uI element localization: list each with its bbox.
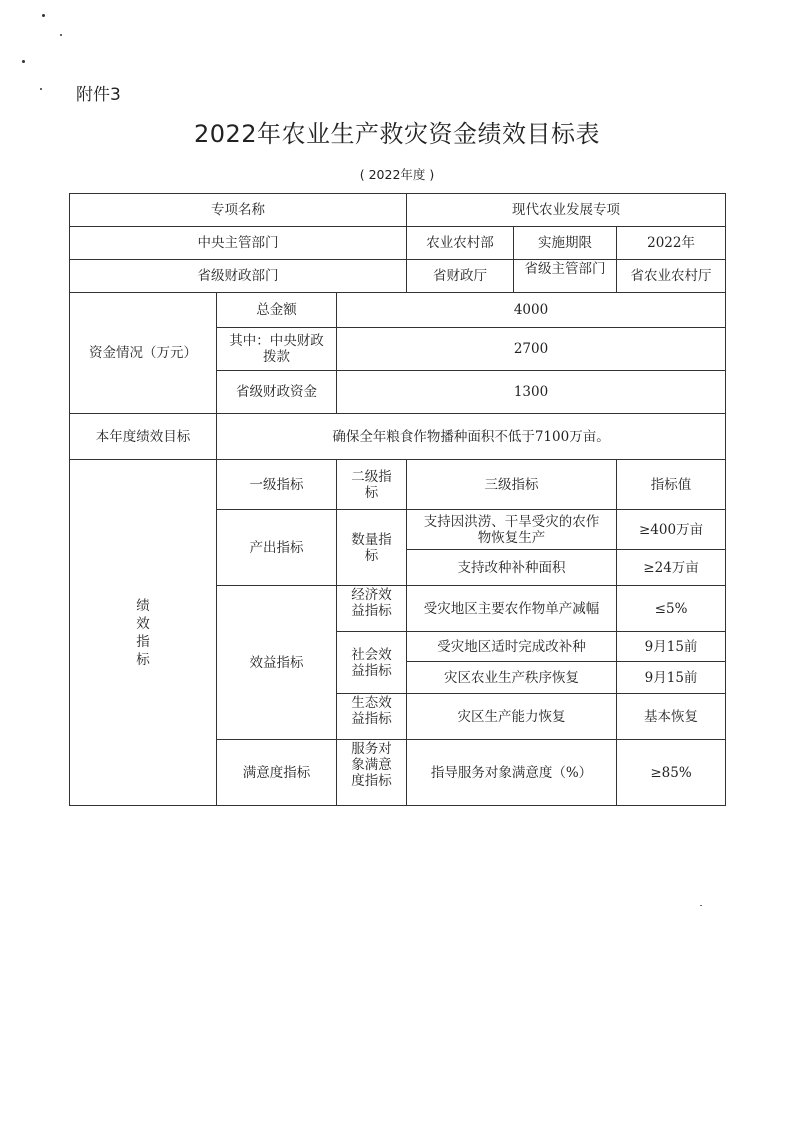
project-name-row (70, 194, 726, 227)
indicator-header-row (70, 460, 726, 510)
page-title: 2022年农业生产救灾资金绩效目标表 (193, 120, 601, 148)
total-label: 总金额 (217, 293, 337, 328)
level2-header: 二级指标 (337, 460, 407, 510)
output-level3-1: 支持因洪涝、干旱受灾的农作物恢复生产 (407, 510, 617, 550)
social-benefit-label: 社会效益指标 (337, 632, 407, 694)
provincial-dept-label: 省级主管部门 (514, 260, 617, 293)
economic-level3: 受灾地区主要农作物单产减幅 (407, 586, 617, 632)
provincial-funds-value: 1300 (337, 371, 726, 414)
output-level3-2: 支持改种补种面积 (407, 550, 617, 586)
ecological-value: 基本恢复 (617, 694, 726, 740)
ecological-level3: 灾区生产能力恢复 (407, 694, 617, 740)
provincial-finance-value: 省财政厅 (407, 260, 514, 293)
project-name-label: 专项名称 (70, 194, 407, 227)
ecological-benefit-label: 生态效益指标 (337, 694, 407, 740)
provincial-funds-label: 省级财政资金 (217, 371, 337, 414)
attachment-label: 附件3 (76, 85, 121, 105)
annual-goal-row (70, 414, 726, 460)
satisfaction-level3: 指导服务对象满意度（%） (407, 740, 617, 806)
central-dept-row (70, 227, 726, 260)
central-dept-label: 中央主管部门 (70, 227, 407, 260)
performance-indicators-label: 绩效指标 (70, 460, 217, 806)
satisfaction-indicator-label: 满意度指标 (217, 740, 337, 806)
provincial-dept-value: 省农业农村厅 (617, 260, 726, 293)
fiscal-year-subtitle: ( 2022年度 ) (359, 167, 435, 182)
annual-goal-label: 本年度绩效目标 (70, 414, 217, 460)
period-label: 实施期限 (514, 227, 617, 260)
project-name-value: 现代农业发展专项 (407, 194, 726, 227)
central-dept-value: 农业农村部 (407, 227, 514, 260)
output-value-2: ≥24万亩 (617, 550, 726, 586)
period-value: 2022年 (617, 227, 726, 260)
output-indicator-label: 产出指标 (217, 510, 337, 586)
funds-label: 资金情况（万元） (70, 293, 217, 414)
provincial-finance-row (70, 260, 726, 293)
level3-header: 三级指标 (407, 460, 617, 510)
social-level3-2: 灾区农业生产秩序恢复 (407, 662, 617, 694)
central-funds-value: 2700 (337, 328, 726, 371)
satisfaction-value: ≥85% (617, 740, 726, 806)
performance-target-table (69, 193, 726, 806)
total-value: 4000 (337, 293, 726, 328)
value-header: 指标值 (617, 460, 726, 510)
annual-goal-value: 确保全年粮食作物播种面积不低于7100万亩。 (217, 414, 726, 460)
provincial-finance-label: 省级财政部门 (70, 260, 407, 293)
output-value-1: ≥400万亩 (617, 510, 726, 550)
service-satisfaction-label: 服务对象满意度指标 (337, 740, 407, 806)
quantity-indicator-label: 数量指标 (337, 510, 407, 586)
central-funds-label: 其中：中央财政拨款 (217, 328, 337, 371)
social-value-1: 9月15前 (617, 632, 726, 662)
level1-header: 一级指标 (217, 460, 337, 510)
benefit-indicator-label: 效益指标 (217, 586, 337, 740)
economic-value: ≤5% (617, 586, 726, 632)
economic-benefit-label: 经济效益指标 (337, 586, 407, 632)
social-value-2: 9月15前 (617, 662, 726, 694)
funds-total-row (70, 293, 726, 328)
social-level3-1: 受灾地区适时完成改补种 (407, 632, 617, 662)
